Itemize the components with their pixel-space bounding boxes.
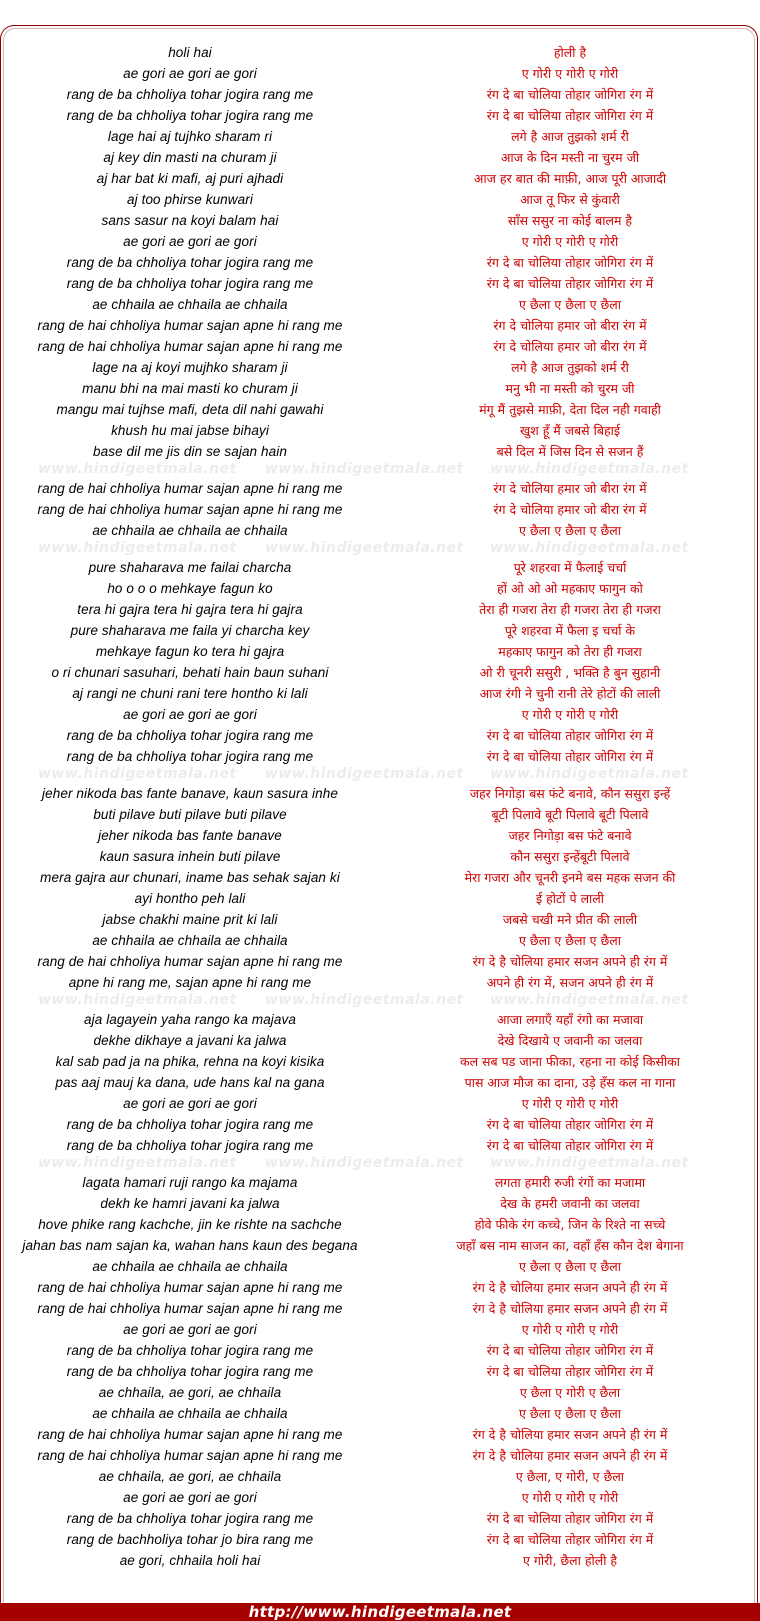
lyric-line-hindi: होली है: [553, 45, 587, 60]
lyric-line-hindi: रंग दे बा चोलिया तोहार जोगिरा रंग में: [486, 1138, 654, 1153]
lyric-line-english: ae chhaila ae chhaila ae chhaila: [92, 523, 288, 538]
lyric-line-hindi: पास आज मौज का दाना, उड़े हँस कल ना गाना: [464, 1075, 676, 1090]
lyric-line: [0, 1403, 760, 1424]
lyric-line: [0, 1214, 760, 1235]
lyric-line-hindi: आज हर बात की माफ़ी, आज पूरी आजादी: [473, 171, 667, 186]
lyric-line: [0, 951, 760, 972]
lyric-line-english: ae chhaila, ae gori, ae chhaila: [98, 1385, 282, 1400]
lyric-line-english: aj har bat ki mafi, aj puri ajhadi: [96, 171, 284, 186]
lyric-line-hindi: रंग दे चोलिया हमार जो बीरा रंग में: [493, 481, 647, 496]
lyric-line: [0, 846, 760, 867]
lyric-line-hindi: रंग दे बा चोलिया तोहार जोगिरा रंग में: [486, 1364, 654, 1379]
lyric-line-english: rang de hai chholiya humar sajan apne hi rang me: [37, 954, 343, 969]
lyric-line: [0, 1382, 760, 1403]
lyric-line: [0, 1009, 760, 1030]
lyric-line-hindi: रंग दे बा चोलिया तोहार जोगिरा रंग में: [486, 1532, 654, 1547]
lyric-line-english: ae gori ae gori ae gori: [123, 1096, 257, 1111]
lyric-line: [0, 1072, 760, 1093]
lyric-line-hindi: रंग दे चोलिया हमार जो बीरा रंग में: [493, 339, 647, 354]
lyric-line-english: rang de ba chholiya tohar jogira rang me: [66, 1117, 314, 1132]
lyric-line: [0, 1235, 760, 1256]
lyric-line-hindi: पूरे शहरवा में फैलाई चर्चा: [513, 560, 627, 575]
lyric-line-english: rang de hai chholiya humar sajan apne hi rang me: [37, 1301, 343, 1316]
lyric-line-hindi: होवे फीके रंग कच्चे, जिन के रिश्ते ना सच्चे: [474, 1217, 666, 1232]
lyric-line-english: rang de ba chholiya tohar jogira rang me: [66, 1138, 314, 1153]
lyric-line-hindi: ओ री चूनरी ससुरी , भक्ति है बुन सुहानी: [479, 665, 661, 680]
lyric-line: [0, 1550, 760, 1571]
lyric-line: [0, 420, 760, 441]
lyric-line-english: pure shaharava me failai charcha: [88, 560, 292, 575]
lyric-line-english: rang de ba chholiya tohar jogira rang me: [66, 108, 314, 123]
lyric-line: [0, 147, 760, 168]
lyric-line: [0, 930, 760, 951]
lyric-line-english: rang de ba chholiya tohar jogira rang me: [66, 87, 314, 102]
lyric-line-english: ae gori ae gori ae gori: [123, 1490, 257, 1505]
lyric-line: [0, 1487, 760, 1508]
lyric-line-hindi: ए गोरी ए गोरी ए गोरी: [521, 1096, 619, 1111]
watermark-row: [0, 767, 760, 783]
lyric-line-english: mera gajra aur chunari, iname bas sehak sajan ki: [40, 870, 340, 885]
lyric-line: [0, 42, 760, 63]
lyric-line-english: ae gori ae gori ae gori: [123, 707, 257, 722]
lyric-line: [0, 704, 760, 725]
lyric-line: [0, 783, 760, 804]
lyric-line-english: mangu mai tujhse mafi, deta dil nahi gawahi: [56, 402, 324, 417]
lyric-line-english: o ri chunari sasuhari, behati hain baun suhani: [51, 665, 329, 680]
lyric-line: [0, 725, 760, 746]
lyric-line-hindi: रंग दे बा चोलिया तोहार जोगिरा रंग में: [486, 749, 654, 764]
lyric-line-hindi: ए छैला ए छैला ए छैला: [518, 1406, 622, 1421]
lyric-line-hindi: तेरा ही गजरा तेरा ही गजरा तेरा ही गजरा: [479, 602, 661, 617]
watermark-text: www.hindigeetmala.net: [490, 766, 689, 782]
lyric-line-english: rang de hai chholiya humar sajan apne hi rang me: [37, 1280, 343, 1295]
lyric-line-hindi: बूटी पिलावे बूटी पिलावे बूटी पिलावे: [491, 807, 649, 822]
lyric-line: [0, 1508, 760, 1529]
lyric-line-hindi: देख के हमरी जवानी का जलवा: [500, 1196, 640, 1211]
lyric-line: [0, 1319, 760, 1340]
lyric-line-english: rang de hai chholiya humar sajan apne hi rang me: [37, 1448, 343, 1463]
watermark-text: www.hindigeetmala.net: [265, 766, 464, 782]
lyric-line-english: ae gori, chhaila holi hai: [119, 1553, 261, 1568]
lyric-line-english: jeher nikoda bas fante banave, kaun sasura inhe: [42, 786, 338, 801]
lyric-line-hindi: रंग दे बा चोलिया तोहार जोगिरा रंग में: [486, 1511, 654, 1526]
lyric-line-hindi: ए गोरी ए गोरी ए गोरी: [521, 66, 619, 81]
lyric-line: [0, 399, 760, 420]
lyric-line-english: rang de hai chholiya humar sajan apne hi rang me: [37, 481, 343, 496]
lyric-line-hindi: रंग दे बा चोलिया तोहार जोगिरा रंग में: [486, 1343, 654, 1358]
lyric-line-hindi: ए गोरी, छैला होली है: [522, 1553, 618, 1568]
lyric-line-english: rang de ba chholiya tohar jogira rang me: [66, 749, 314, 764]
lyric-line-hindi: ए छैला ए छैला ए छैला: [518, 933, 622, 948]
watermark-row: [0, 993, 760, 1009]
lyric-line-english: aj rangi ne chuni rani tere hontho ki lali: [72, 686, 308, 701]
lyric-line-hindi: देखे दिखाये ए जवानी का जलवा: [497, 1033, 643, 1048]
lyric-line: [0, 825, 760, 846]
lyric-line-english: jeher nikoda bas fante banave: [98, 828, 282, 843]
lyric-line: [0, 252, 760, 273]
lyric-line: [0, 336, 760, 357]
lyric-line-english: dekhe dikhaye a javani ka jalwa: [93, 1033, 287, 1048]
lyric-line-hindi: रंग दे चोलिया हमार जो बीरा रंग में: [493, 318, 647, 333]
lyric-line-english: lagata hamari ruji rango ka majama: [82, 1175, 298, 1190]
lyric-line-english: ayi hontho peh lali: [134, 891, 246, 906]
lyric-line: [0, 273, 760, 294]
lyric-line-hindi: हों ओ ओ ओ महकाए फागुन को: [497, 581, 643, 596]
lyric-line-english: lage na aj koyi mujhko sharam ji: [92, 360, 288, 375]
lyric-line-hindi: लगे है आज तुझको शर्म री: [511, 360, 629, 375]
lyric-line-english: ae gori ae gori ae gori: [123, 1322, 257, 1337]
lyric-line: [0, 378, 760, 399]
lyric-line: [0, 1277, 760, 1298]
watermark-text: www.hindigeetmala.net: [38, 1155, 237, 1171]
lyric-line-hindi: लगे है आज तुझको शर्म री: [511, 129, 629, 144]
lyric-line: [0, 1256, 760, 1277]
lyric-line: [0, 620, 760, 641]
lyric-line: [0, 867, 760, 888]
footer-bar: [0, 1603, 760, 1621]
lyric-line: [0, 1030, 760, 1051]
lyric-line-hindi: बसे दिल में जिस दिन से सजन हैं: [496, 444, 644, 459]
watermark-text: www.hindigeetmala.net: [490, 461, 689, 477]
lyric-line-hindi: रंग दे बा चोलिया तोहार जोगिरा रंग में: [486, 276, 654, 291]
lyric-line: [0, 315, 760, 336]
lyric-line: [0, 972, 760, 993]
lyric-line-english: khush hu mai jabse bihayi: [111, 423, 269, 438]
lyric-line-hindi: ए गोरी ए गोरी ए गोरी: [521, 234, 619, 249]
lyric-line: [0, 189, 760, 210]
lyric-line-hindi: रंग दे है चोलिया हमार सजन अपने ही रंग में: [472, 1448, 668, 1463]
lyric-line-hindi: ए छैला ए छैला ए छैला: [518, 297, 622, 312]
lyric-line-hindi: ए छैला ए छैला ए छैला: [518, 523, 622, 538]
lyric-line-english: aj too phirse kunwari: [127, 192, 253, 207]
lyric-line: [0, 168, 760, 189]
lyric-line-english: ho o o o mehkaye fagun ko: [107, 581, 273, 596]
lyric-line-hindi: ए छैला ए गोरी ए छैला: [519, 1385, 621, 1400]
lyric-line: [0, 441, 760, 462]
lyric-line: [0, 126, 760, 147]
lyric-line: [0, 1298, 760, 1319]
lyric-line-hindi: रंग दे बा चोलिया तोहार जोगिरा रंग में: [486, 87, 654, 102]
lyric-line: [0, 84, 760, 105]
lyric-line-english: ae gori ae gori ae gori: [123, 234, 257, 249]
lyric-line: [0, 683, 760, 704]
footer-url[interactable]: http://www.hindigeetmala.net: [248, 1603, 512, 1621]
lyric-line-english: jabse chakhi maine prit ki lali: [102, 912, 278, 927]
lyric-line-hindi: मंगू मैं तुझसे माफ़ी, देता दिल नही गवाही: [479, 402, 661, 417]
lyric-line-english: holi hai: [168, 45, 212, 60]
lyric-line-english: ae chhaila ae chhaila ae chhaila: [92, 933, 288, 948]
lyric-line: [0, 804, 760, 825]
lyric-line-hindi: ए छैला, ए गोरी, ए छैला: [515, 1469, 625, 1484]
lyric-line: [0, 1114, 760, 1135]
lyric-line: [0, 1172, 760, 1193]
lyric-line: [0, 478, 760, 499]
lyric-line-hindi: रंग दे बा चोलिया तोहार जोगिरा रंग में: [486, 108, 654, 123]
lyric-line-english: rang de ba chholiya tohar jogira rang me: [66, 1364, 314, 1379]
watermark-text: www.hindigeetmala.net: [38, 461, 237, 477]
lyric-line-english: jahan bas nam sajan ka, wahan hans kaun des begana: [22, 1238, 358, 1253]
watermark-row: [0, 541, 760, 557]
watermark-text: www.hindigeetmala.net: [265, 1155, 464, 1171]
lyric-line-hindi: ई होटों पे लाली: [536, 891, 604, 906]
watermark-text: www.hindigeetmala.net: [490, 540, 689, 556]
lyric-line-english: aj key din masti na churam ji: [103, 150, 277, 165]
lyric-line-english: apne hi rang me, sajan apne hi rang me: [68, 975, 312, 990]
lyric-line-english: buti pilave buti pilave buti pilave: [93, 807, 287, 822]
lyric-line: [0, 210, 760, 231]
lyric-line: [0, 1193, 760, 1214]
lyric-line: [0, 520, 760, 541]
lyric-line: [0, 105, 760, 126]
lyric-line-hindi: जहाँ बस नाम साजन का, वहाँ हँस कौन देश बेगाना: [456, 1238, 684, 1253]
watermark-text: www.hindigeetmala.net: [490, 992, 689, 1008]
lyric-line: [0, 231, 760, 252]
watermark-text: www.hindigeetmala.net: [265, 992, 464, 1008]
watermark-row: [0, 462, 760, 478]
lyric-line-english: lage hai aj tujhko sharam ri: [107, 129, 273, 144]
lyric-line-hindi: कल सब पड जाना फीका, रहना ना कोई किसीका: [459, 1054, 681, 1069]
lyric-line-english: manu bhi na mai masti ko churam ji: [82, 381, 298, 396]
lyric-line-english: pure shaharava me faila yi charcha key: [70, 623, 310, 638]
lyric-line-hindi: आज तू फिर से कुंवारी: [520, 192, 620, 207]
lyric-line: [0, 662, 760, 683]
lyric-line-english: rang de hai chholiya humar sajan apne hi rang me: [37, 318, 343, 333]
lyric-line-hindi: रंग दे है चोलिया हमार सजन अपने ही रंग में: [472, 1427, 668, 1442]
lyric-line-english: ae chhaila ae chhaila ae chhaila: [92, 297, 288, 312]
watermark-row: [0, 1156, 760, 1172]
lyric-line-english: dekh ke hamri javani ka jalwa: [100, 1196, 280, 1211]
lyric-line-hindi: ए गोरी ए गोरी ए गोरी: [521, 1322, 619, 1337]
lyric-line-english: aja lagayein yaha rango ka majava: [84, 1012, 296, 1027]
lyric-line-english: rang de ba chholiya tohar jogira rang me: [66, 255, 314, 270]
lyric-line-hindi: आजा लगाएँ यहाँ रंगो का मजावा: [496, 1012, 644, 1027]
lyric-line: [0, 909, 760, 930]
lyric-line-hindi: महकाए फागुन को तेरा ही गजरा: [498, 644, 642, 659]
lyric-line: [0, 746, 760, 767]
lyric-line: [0, 499, 760, 520]
lyric-line-hindi: ए गोरी ए गोरी ए गोरी: [521, 1490, 619, 1505]
lyric-line: [0, 63, 760, 84]
lyric-line: [0, 1361, 760, 1382]
lyric-line: [0, 1529, 760, 1550]
lyric-line-hindi: रंग दे है चोलिया हमार सजन अपने ही रंग में: [472, 954, 668, 969]
lyric-line: [0, 1135, 760, 1156]
lyric-line-hindi: रंग दे है चोलिया हमार सजन अपने ही रंग में: [472, 1301, 668, 1316]
lyric-line: [0, 888, 760, 909]
watermark-text: www.hindigeetmala.net: [38, 766, 237, 782]
watermark-text: www.hindigeetmala.net: [265, 540, 464, 556]
lyric-line-hindi: जहर निगोड़ा बस फंटे बनावे: [508, 828, 632, 843]
lyric-line-english: tera hi gajra tera hi gajra tera hi gajra: [77, 602, 303, 617]
lyric-line: [0, 557, 760, 578]
lyric-line-hindi: रंग दे चोलिया हमार जो बीरा रंग में: [493, 502, 647, 517]
lyric-line-hindi: पूरे शहरवा में फैला इ चर्चा के: [504, 623, 636, 638]
lyric-line-english: ae chhaila, ae gori, ae chhaila: [98, 1469, 282, 1484]
lyric-line-hindi: ए छैला ए छैला ए छैला: [518, 1259, 622, 1274]
lyric-line: [0, 578, 760, 599]
lyric-line-hindi: ए गोरी ए गोरी ए गोरी: [521, 707, 619, 722]
lyric-line-english: rang de ba chholiya tohar jogira rang me: [66, 276, 314, 291]
lyric-line-english: sans sasur na koyi balam hai: [101, 213, 279, 228]
lyric-line-hindi: रंग दे है चोलिया हमार सजन अपने ही रंग में: [472, 1280, 668, 1295]
lyric-line: [0, 1466, 760, 1487]
lyric-line-english: rang de hai chholiya humar sajan apne hi rang me: [37, 1427, 343, 1442]
lyrics-table: [0, 42, 760, 1571]
lyric-line-hindi: साँस ससुर ना कोई बालम है: [507, 213, 633, 228]
watermark-text: www.hindigeetmala.net: [38, 540, 237, 556]
lyric-line: [0, 599, 760, 620]
watermark-text: www.hindigeetmala.net: [490, 1155, 689, 1171]
lyric-line-english: ae gori ae gori ae gori: [123, 66, 257, 81]
lyric-line-hindi: आज रंगी ने चुनी रानी तेरे होटों की लाली: [479, 686, 661, 701]
lyric-line: [0, 1445, 760, 1466]
lyric-line-english: mehkaye fagun ko tera hi gajra: [95, 644, 285, 659]
lyric-line-hindi: रंग दे बा चोलिया तोहार जोगिरा रंग में: [486, 255, 654, 270]
lyric-line-hindi: जबसे चखी मने प्रीत की लाली: [502, 912, 638, 927]
lyric-line-hindi: रंग दे बा चोलिया तोहार जोगिरा रंग में: [486, 728, 654, 743]
lyric-line: [0, 1340, 760, 1361]
lyric-line-english: pas aaj mauj ka dana, ude hans kal na gana: [55, 1075, 325, 1090]
lyric-line-hindi: अपने ही रंग में, सजन अपने ही रंग में: [486, 975, 654, 990]
lyric-line-hindi: खुश हूँ मैं जबसे बिहाई: [520, 423, 620, 438]
watermark-text: www.hindigeetmala.net: [265, 461, 464, 477]
lyric-line-english: rang de bachholiya tohar jo bira rang me: [66, 1532, 314, 1547]
lyric-line-english: rang de hai chholiya humar sajan apne hi rang me: [37, 502, 343, 517]
lyric-line-english: rang de ba chholiya tohar jogira rang me: [66, 1511, 314, 1526]
lyric-line: [0, 641, 760, 662]
lyric-line-english: ae chhaila ae chhaila ae chhaila: [92, 1259, 288, 1274]
lyric-line-hindi: मेरा गजरा और चूनरी इनमे बस महक सजन की: [464, 870, 676, 885]
lyric-line-hindi: आज के दिन मस्ती ना चुरम जी: [500, 150, 640, 165]
lyric-line: [0, 294, 760, 315]
lyric-line-english: kal sab pad ja na phika, rehna na koyi kisika: [55, 1054, 325, 1069]
lyric-line: [0, 1424, 760, 1445]
lyric-line-hindi: कौन ससुरा इन्हेंबूटी पिलावे: [510, 849, 630, 864]
lyric-line-english: hove phike rang kachche, jin ke rishte na sachche: [38, 1217, 342, 1232]
lyric-line: [0, 1093, 760, 1114]
lyric-line-english: rang de ba chholiya tohar jogira rang me: [66, 728, 314, 743]
lyric-line-english: rang de ba chholiya tohar jogira rang me: [66, 1343, 314, 1358]
lyric-line-hindi: रंग दे बा चोलिया तोहार जोगिरा रंग में: [486, 1117, 654, 1132]
watermark-text: www.hindigeetmala.net: [38, 992, 237, 1008]
lyric-line-english: base dil me jis din se sajan hain: [93, 444, 287, 459]
lyric-line: [0, 357, 760, 378]
lyric-line-hindi: मनु भी ना मस्ती को चुरम जी: [505, 381, 635, 396]
lyric-line-hindi: लगता हमारी रुजी रंगों का मजामा: [494, 1175, 646, 1190]
lyric-line-english: rang de hai chholiya humar sajan apne hi rang me: [37, 339, 343, 354]
lyric-line-english: ae chhaila ae chhaila ae chhaila: [92, 1406, 288, 1421]
lyric-line: [0, 1051, 760, 1072]
lyric-line-hindi: जहर निगोड़ा बस फंटे बनावे, कौन ससुरा इन्हें: [469, 786, 671, 801]
lyric-line-english: kaun sasura inhein buti pilave: [99, 849, 281, 864]
